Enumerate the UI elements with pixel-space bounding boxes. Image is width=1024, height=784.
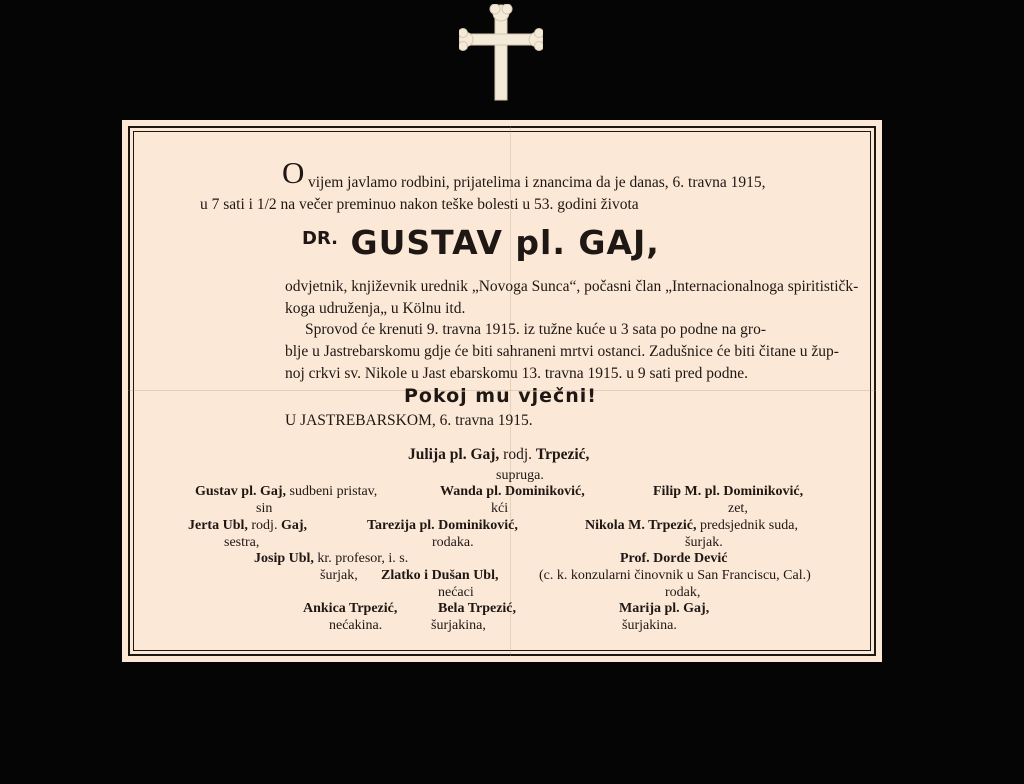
place-date: U JASTREBARSKOM, 6. travna 1915. (285, 412, 533, 429)
mourner-dorde: Prof. Dorde Dević (620, 551, 728, 566)
mourner-wanda: Wanda pl. Dominiković, (440, 484, 585, 499)
name-main: GUSTAV pl. GAJ, (350, 223, 660, 262)
mourner-bela: Bela Trpezić, (438, 601, 517, 616)
mourner-filip: Filip M. pl. Dominiković, (653, 484, 804, 499)
mourner-rodj: rodj. (251, 518, 278, 533)
intro-line-1: vijem javlamo rodbini, prijatelima i znancima da je danas, 6. travna 1915, (308, 174, 766, 191)
mourner-role-josip: šurjak, (320, 568, 358, 583)
mourner-gustav (195, 485, 377, 499)
mourner-role-gustav: sin (256, 501, 273, 516)
obituary-card (122, 120, 882, 662)
mourner-role-zlatko-dusan: nećaci (438, 585, 474, 600)
mourner-role-ankica: nećakina. (329, 618, 383, 633)
mourner-zlatko-dusan: Zlatko i Dušan Ubl, (381, 568, 499, 583)
mourner-ankica: Ankica Trpezić, (303, 601, 398, 616)
mourner-name: Nikola M. Trpezić, (585, 518, 697, 533)
mourner-role-tarezija: rodaka. (432, 535, 474, 550)
description-line-1: odvjetnik, književnik urednik „Novoga Sunca“, počasni član „Internacionalnoga spiritističk- (285, 278, 859, 295)
name-title: DR. (302, 228, 338, 249)
mourner-title: kr. profesor, i. s. (317, 551, 409, 566)
mourner-role-julija: supruga. (496, 468, 544, 483)
mourner-tarezija: Tarezija pl. Dominiković, (367, 518, 518, 533)
mourner-marija: Marija pl. Gaj, (619, 601, 710, 616)
cross-ornament (459, 4, 543, 104)
mourner-maiden-name: Trpezić, (535, 446, 590, 463)
mourner-name: Julija pl. Gaj, (408, 446, 500, 463)
mourner-role-wanda: kći (491, 501, 509, 516)
intro-drop-cap: O (282, 155, 305, 190)
mourner-title: sudbeni pristav, (289, 484, 378, 499)
mourner-title: predsjednik suda, (699, 518, 798, 533)
mourner-role-jerta: sestra, (224, 535, 260, 550)
mourner-maiden-name: Gaj, (280, 518, 308, 533)
mourner-name: Josip Ubl, (254, 551, 314, 566)
mourner-julija (408, 447, 589, 463)
mourner-josip (254, 552, 408, 566)
deceased-name (300, 223, 660, 262)
mourner-role-nikola: šurjak. (685, 535, 723, 550)
funeral-line-2: blje u Jastrebarskomu gdje će biti sahraneni mrtvi ostanci. Zadušnice će biti čitane u žup- (285, 343, 839, 360)
mourner-rodj: rodj. (503, 446, 533, 463)
mourner-role-bela: šurjakina, (431, 618, 486, 633)
mourner-name: Jerta Ubl, (188, 518, 248, 533)
mourner-jerta (188, 519, 307, 533)
intro-line-2: u 7 sati i 1/2 na večer preminuo nakon teške bolesti u 53. godini života (200, 196, 639, 213)
funeral-line-1: Sprovod će krenuti 9. travna 1915. iz tužne kuće u 3 sata po podne na gro- (305, 321, 766, 338)
blessing: Pokoj mu vječni! (404, 385, 597, 407)
mourner-role-marija: šurjakina. (622, 618, 677, 633)
mourner-name: Gustav pl. Gaj, (195, 484, 287, 499)
mourner-nikola (585, 519, 798, 533)
description-line-2: koga udruženja„ u Kölnu itd. (285, 300, 466, 317)
mourner-role-dorde: rodak, (665, 585, 701, 600)
mourner-title-dorde: (c. k. konzularni činovnik u San Franciscu, Cal.) (539, 568, 811, 583)
mourner-role-filip: zet, (728, 501, 748, 516)
funeral-line-3: noj crkvi sv. Nikole u Jast ebarskomu 13. travna 1915. u 9 sati pred podne. (285, 365, 749, 382)
